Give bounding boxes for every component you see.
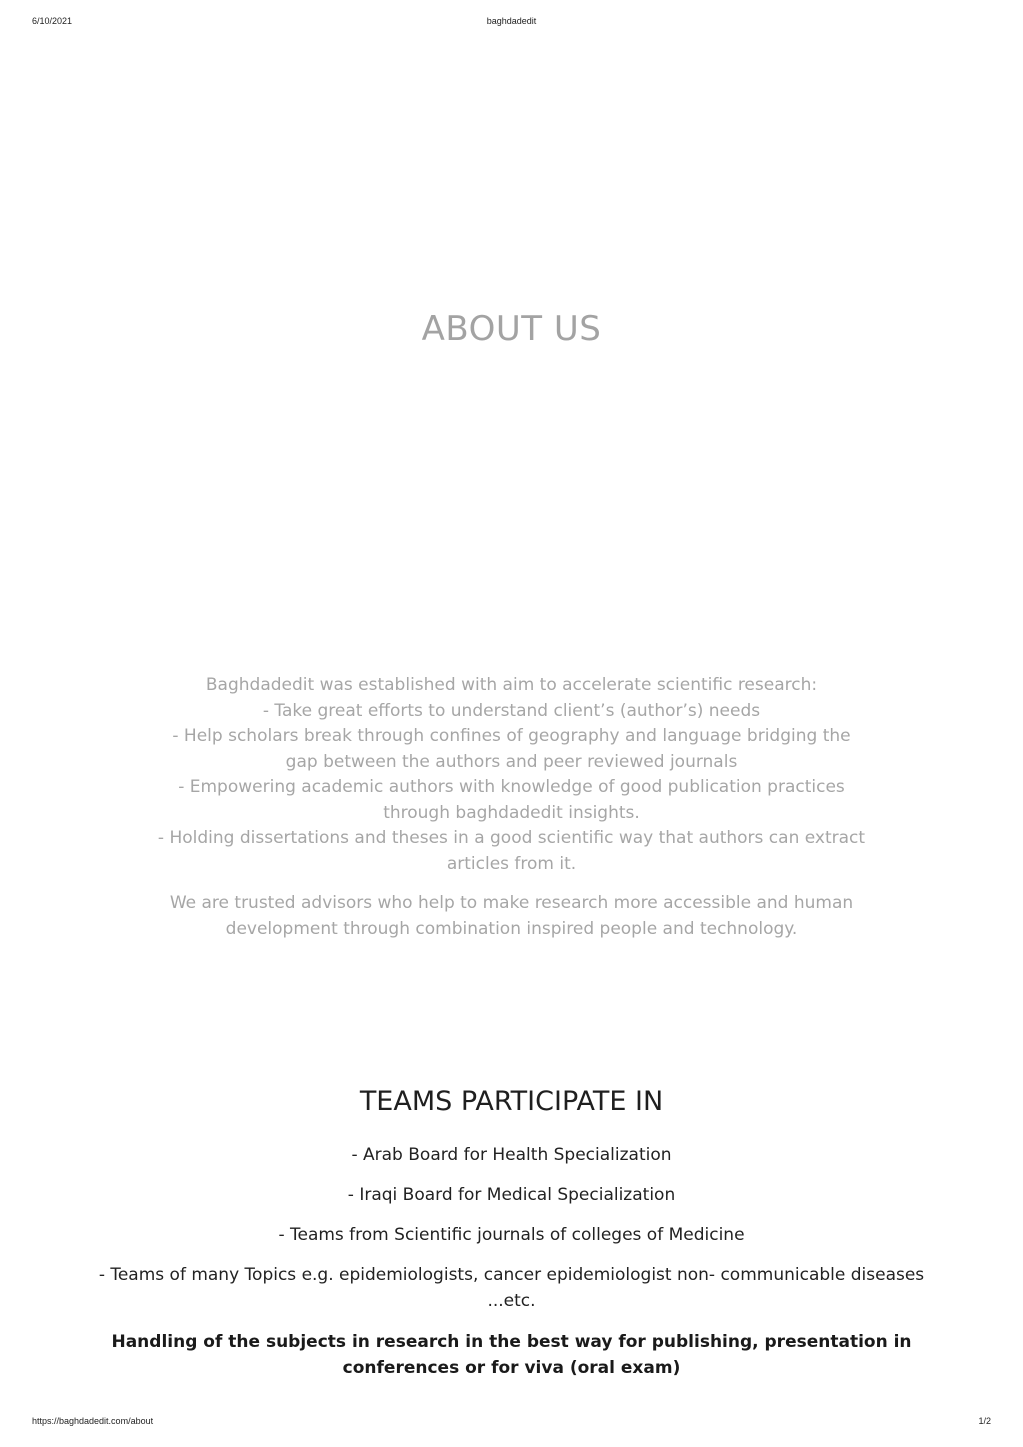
- print-footer: [0, 1416, 1023, 1430]
- print-site-title: baghdadedit: [486, 16, 537, 26]
- teams-list-item: - Teams of many Topics e.g. epidemiologists, cancer epidemiologist non- communicable diseases ...etc.: [98, 1265, 925, 1311]
- print-date: 6/10/2021: [32, 16, 73, 26]
- about-us-heading: ABOUT US: [421, 309, 602, 349]
- about-intro-line: - Help scholars break through confines of geography and language bridging the gap between the authors and peer reviewed journals: [172, 726, 851, 772]
- teams-list-item: - Iraqi Board for Medical Specialization: [347, 1185, 676, 1205]
- teams-list-item: - Teams from Scientific journals of colleges of Medicine: [278, 1225, 745, 1245]
- print-header: [0, 16, 1023, 30]
- about-intro-line: Baghdadedit was established with aim to accelerate scientific research:: [205, 675, 818, 695]
- teams-heading: TEAMS PARTICIPATE IN: [359, 1086, 664, 1117]
- page-url: https://baghdadedit.com/about: [32, 1416, 154, 1426]
- about-intro-line: - Holding dissertations and theses in a good scientific way that authors can extract articles from it.: [157, 828, 866, 874]
- about-intro-line: - Empowering academic authors with knowledge of good publication practices through baghdadedit insights.: [178, 777, 845, 823]
- teams-list: [95, 1143, 928, 1329]
- handling-statement: Handling of the subjects in research in the best way for publishing, presentation in conferences or for viva (oral exam): [111, 1332, 912, 1378]
- about-us-description: [155, 673, 868, 942]
- about-intro-line: - Take great efforts to understand client’s (author’s) needs: [262, 700, 761, 721]
- about-closing-paragraph: We are trusted advisors who help to make research more accessible and human development through combination inspired people and technology.: [169, 893, 854, 939]
- teams-list-item: - Arab Board for Health Specialization: [351, 1145, 672, 1165]
- page-number: 1/2: [978, 1416, 991, 1426]
